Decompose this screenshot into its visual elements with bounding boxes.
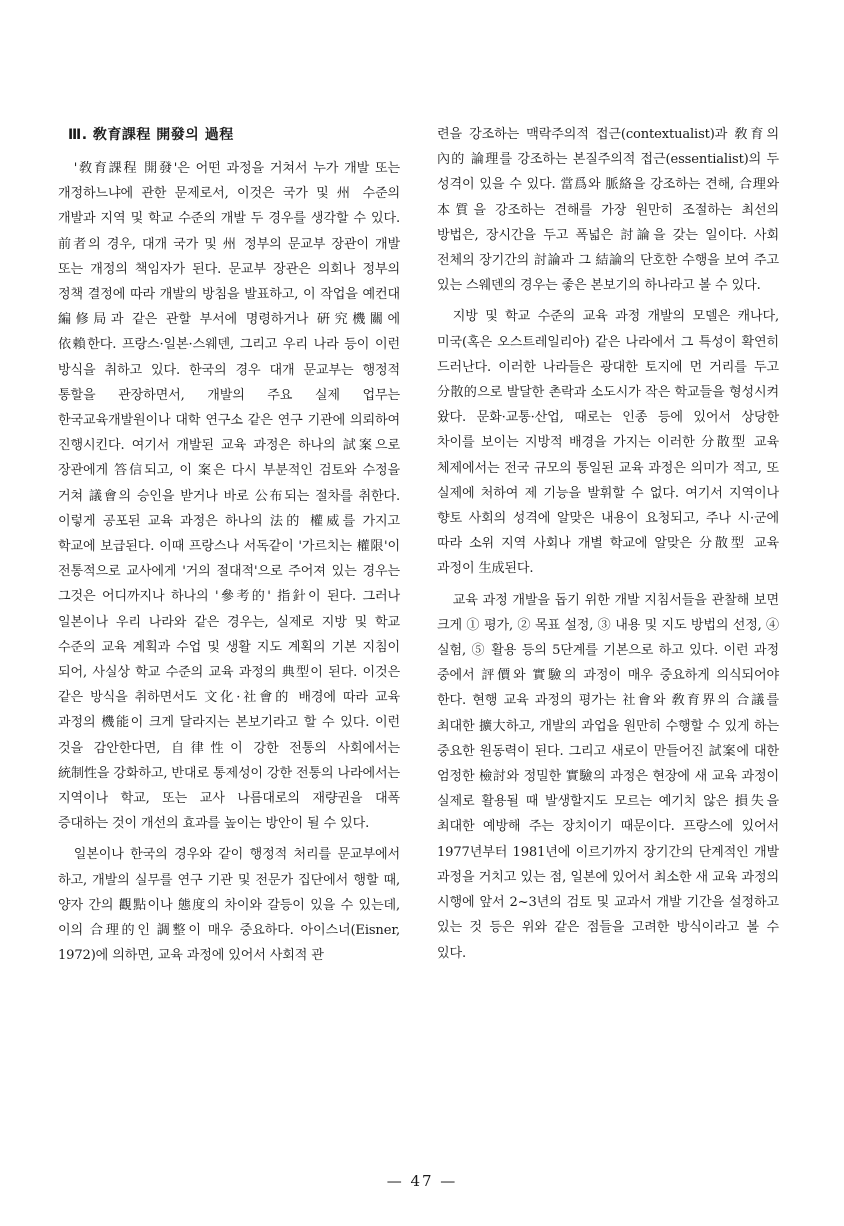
paragraph: 련을 강조하는 맥락주의적 접근(contextualist)과 敎育의 內的 論理를 강조하는 본질주의적 접근(essentialist)의 두 성격이 있을 수 있다. 當爲와 脈絡을 강조하는 견해, 合理와 本質을 강조하는 견해를 가장 원만히 조절하는 최선의 방법은, 장시간을 두고 폭넓은 討論을 갖는 일이다. 사회 전체의 장기간의 討論과 그 結論의 단호한 수행을 보여 주고 있는 스웨덴의 경우는 좋은 본보기의 하나라고 볼 수 있다. (437, 127, 779, 294)
section-heading: Ⅲ. 敎育課程 開發의 過程 (68, 127, 234, 143)
paragraph: 교육 과정 개발을 돕기 위한 개발 지침서들을 관찰해 보면 크게 ① 평가, ② 목표 설정, ③ 내용 및 지도 방법의 선정, ④ 실험, ⑤ 활용 등의 5단계를 기본으로 하고 있다. 이런 과정 중에서 評價와 實驗의 과정이 매우 중요하게 의식되어야 한다. 현행 교육 과정의 평가는 社會와 敎育界의 合議를 최대한 擴大하고, 개발의 과업을 원만히 수행할 수 있게 하는 중요한 원동력이 된다. 그리고 새로이 만들어진 試案에 대한 엄정한 檢討와 정밀한 實驗의 과정은 현장에 새 교육 과정이 실제로 활용될 때 발생할지도 모르는 예기치 않은 損失을 최대한 예방해 주는 장치이기 때문이다. 프랑스에 있어서 1977년부터 1981년에 이르기까지 장기간의 단계적인 개발 과정을 거치고 있는 점, 일본에 있어서 최소한 새 교육 과정의 시행에 앞서 2~3년의 검토 및 교과서 개발 기간을 설정하고 있는 것 등은 위와 같은 점들을 고려한 방식이라고 볼 수 있다. (437, 592, 779, 961)
page-number: — 47 — (386, 1172, 458, 1190)
paragraph: 지방 및 학교 수준의 교육 과정 개발의 모델은 캐나다, 미국(혹은 오스트레일리아) 같은 나라에서 그 특성이 확연히 드러난다. 이러한 나라들은 광대한 토지에 먼 거리를 두고 分散的으로 발달한 촌락과 소도시가 작은 학교들을 형성시켜 왔다. 문화·교통·산업, 때로는 인종 등에 있어서 상당한 차이를 보이는 지방적 배경을 가지는 이러한 分散型 교육 체제에서는 전국 규모의 통일된 교육 과정은 의미가 적고, 또 실제에 처하여 제 기능을 발휘할 수 없다. 여기서 지역이나 향토 사회의 성격에 알맞은 내용이 요청되고, 주나 시·군에 따라 소위 지역 사회나 개별 학교에 알맞은 分散型 교육 과정이 生成된다. (437, 309, 779, 577)
right-column (437, 122, 779, 972)
paragraph: 일본이나 한국의 경우와 같이 행정적 처리를 문교부에서 하고, 개발의 실무를 연구 기관 및 전문가 집단에서 행할 때, 양자 간의 觀點이나 態度의 차이와 갈등이 있을 수 있는데, 이의 合理的인 調整이 매우 중요하다. 아이스너(Eisner, 1972)에 의하면, 교육 과정에 있어서 사회적 관 (58, 847, 400, 964)
paragraph: '敎育課程 開發'은 어떤 과정을 거쳐서 누가 개발 또는 개정하느냐에 관한 문제로서, 이것은 국가 및 州 수준의 개발과 지역 및 학교 수준의 개발 두 경우를 생각할 수 있다. 前者의 경우, 대개 국가 및 州 정부의 문교부 장관이 개발 또는 개정의 책임자가 된다. 문교부 장관은 의회나 정부의 정책 결정에 따라 개발의 방침을 발표하고, 이 작업을 예컨대 編修局과 같은 관할 부서에 명령하거나 硏究機關에 依賴한다. 프랑스·일본·스웨덴, 그리고 우리 나라 등이 이런 방식을 취하고 있다. 한국의 경우 대개 문교부는 행정적 통할을 관장하면서, 개발의 주요 실제 업무는 한국교육개발원이나 대학 연구소 같은 연구 기관에 의뢰하여 진행시킨다. 여기서 개발된 교육 과정은 하나의 試案으로 장관에게 答信되고, 이 案은 다시 부분적인 검토와 수정을 거쳐 議會의 승인을 받거나 바로 公布되는 절차를 취한다. 이렇게 공포된 교육 과정은 하나의 法的 權威를 가지고 학교에 보급된다. 이때 프랑스나 서독같이 '가르치는 權限'이 전통적으로 교사에게 '거의 절대적'으로 주어져 있는 경우는 그것은 어디까지나 하나의 '參考的' 指針이 된다. 그러나 일본이나 우리 나라와 같은 경우는, 실제로 지방 및 학교 수준의 교육 계획과 수업 및 생활 지도 계획의 기본 지침이 되어, 사실상 학교 수준의 교육 과정의 典型이 된다. 이것은 같은 방식을 취하면서도 文化·社會的 배경에 따라 교육 과정의 機能이 크게 달라지는 본보기라고 할 수 있다. 이런 것을 감안한다면, 自律性이 강한 전통의 사회에서는 統制性을 강화하고, 반대로 통제성이 강한 전통의 나라에서는 지역이나 학교, 또는 교사 나름대로의 재량권을 대폭 증대하는 것이 개선의 효과를 높이는 방안이 될 수 있다. (58, 161, 400, 832)
left-column (58, 118, 400, 975)
